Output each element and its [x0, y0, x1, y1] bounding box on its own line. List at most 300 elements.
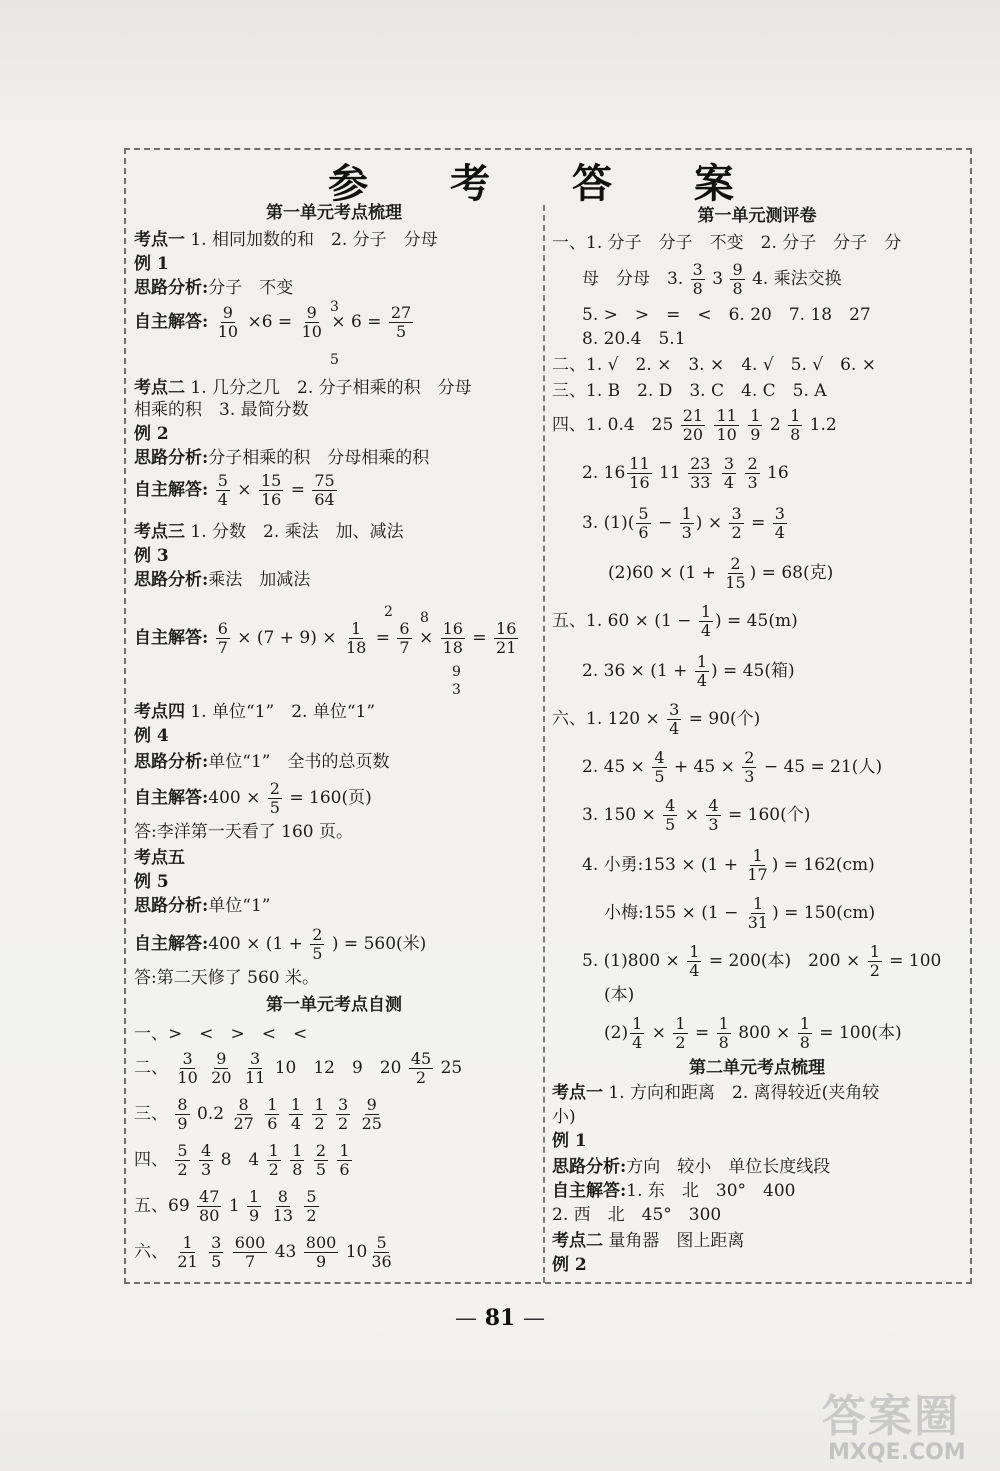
fraction-denominator: 20 — [682, 425, 704, 444]
math-text: 五、1. 60 × (1 − — [552, 611, 692, 631]
quiz-line — [134, 1050, 462, 1087]
fraction-denominator: 9 — [177, 1114, 188, 1133]
key-point-label: 考点三 — [134, 522, 185, 542]
example-answer — [552, 1179, 795, 1203]
test-line — [582, 261, 842, 298]
section-title: 第一单元测评卷 — [697, 206, 817, 226]
fraction — [360, 1096, 384, 1133]
fraction — [699, 603, 713, 640]
fraction — [310, 926, 324, 963]
math-text: × 6 = — [331, 312, 382, 332]
analysis-text: 分子 不变 — [208, 278, 294, 298]
fraction-numerator: 16 — [496, 619, 517, 638]
key-point-text: 1. 几分之几 2. 分子相乘的积 分母 — [190, 378, 472, 398]
fraction — [691, 261, 705, 298]
analysis-label: 思路分析: — [134, 752, 209, 772]
key-point-label: 考点四 — [134, 702, 185, 722]
fraction-numerator: 1 — [675, 1014, 686, 1033]
math-text: = — [375, 628, 390, 648]
fraction-numerator: 3 — [182, 1049, 193, 1068]
fraction-numerator: 1 — [267, 1095, 278, 1114]
fraction-numerator: 1 — [268, 1141, 279, 1160]
fraction-denominator: 7 — [217, 638, 228, 657]
fraction — [687, 943, 701, 980]
math-text: = 160(个) — [727, 805, 811, 825]
fraction-numerator: 3 — [338, 1095, 349, 1114]
example-answer — [134, 472, 339, 509]
fraction-denominator: 2 — [869, 961, 880, 980]
fraction-numerator: 9 — [222, 303, 233, 322]
fraction-denominator: 20 — [211, 1068, 232, 1087]
math-text: + 45 × — [673, 757, 735, 777]
fraction-numerator: 9 — [732, 260, 743, 279]
test-line: 三、1. B 2. D 3. C 4. C 5. A — [552, 381, 827, 401]
example-analysis — [134, 568, 310, 592]
quiz-label: 六、 — [134, 1242, 168, 1262]
fraction-numerator: 1 — [249, 1187, 260, 1206]
fraction-numerator: 3 — [211, 1233, 222, 1252]
fraction-denominator: 4 — [700, 621, 711, 640]
fraction — [868, 943, 882, 980]
fraction-numerator: 6 — [217, 619, 228, 638]
math-text: = 160(页) — [289, 788, 372, 808]
math-text: 5. (1)800 × — [582, 951, 680, 971]
section-title: 第一单元考点梳理 — [266, 203, 402, 223]
page-number-dash: — — [455, 1306, 478, 1331]
test-line: 二、1. √ 2. × 3. × 4. √ 5. √ 6. × — [552, 355, 876, 375]
fraction-denominator: 4 — [669, 719, 680, 738]
math-text: (2) — [604, 1023, 629, 1043]
math-text: ) = 45(m) — [715, 611, 798, 631]
math-text: ) = 68(克) — [749, 563, 834, 583]
fraction-numerator: 1 — [632, 1014, 643, 1033]
key-point-text-cont: 小) — [552, 1107, 576, 1127]
fraction — [312, 1096, 326, 1133]
math-text: 3. 150 × — [582, 805, 656, 825]
test-line: 5. > > = < 6. 20 7. 18 27 — [582, 305, 871, 325]
fraction-denominator: 9 — [315, 1252, 327, 1271]
cancel-mark: 9 — [452, 664, 461, 680]
fraction — [627, 455, 651, 492]
fraction-numerator: 5 — [306, 1187, 317, 1206]
fraction-denominator: 10 — [217, 322, 239, 341]
example-answer — [134, 304, 415, 341]
fraction-numerator: 21 — [682, 406, 704, 425]
fraction-denominator: 4 — [696, 671, 707, 690]
fraction-denominator: 9 — [249, 1206, 260, 1225]
math-text: 10 12 9 20 — [274, 1058, 402, 1078]
example-analysis — [552, 1155, 830, 1179]
analysis-text: 单位“1” — [208, 896, 271, 916]
fraction — [397, 620, 411, 657]
fraction — [290, 1142, 304, 1179]
page-title: 参 考 答 案 — [328, 160, 768, 207]
column-divider — [543, 205, 545, 1283]
example-answer — [134, 620, 520, 657]
example-answer — [134, 926, 426, 963]
fraction — [389, 304, 413, 341]
example-reply: 答:第二天修了 560 米。 — [134, 968, 319, 988]
fraction — [314, 1142, 328, 1179]
fraction-denominator: 36 — [371, 1252, 392, 1271]
analysis-label: 思路分析: — [134, 448, 209, 468]
fraction — [673, 1015, 687, 1052]
fraction-numerator: 3 — [250, 1049, 261, 1068]
math-text: = 200(本) 200 × — [708, 951, 861, 971]
fraction — [336, 1096, 350, 1133]
fraction-denominator: 21 — [496, 638, 517, 657]
example-answer — [134, 780, 372, 817]
fraction-denominator: 5 — [312, 944, 323, 963]
fraction-numerator: 5 — [177, 1141, 188, 1160]
example-label: 例 4 — [134, 726, 169, 746]
fraction — [216, 472, 230, 509]
math-text: 0.2 — [197, 1104, 225, 1124]
math-text: 2 — [769, 415, 781, 435]
math-text: 3. (1)( — [582, 513, 635, 533]
fraction — [369, 1234, 393, 1271]
watermark — [822, 1380, 992, 1470]
fraction-denominator: 4 — [774, 523, 785, 542]
fraction-numerator: 1 — [752, 894, 763, 913]
fraction-numerator: 27 — [390, 303, 412, 322]
math-text: = 90(个) — [688, 709, 761, 729]
fraction — [730, 261, 744, 298]
watermark-logo: 答案圈 — [822, 1391, 960, 1442]
fraction-numerator: 3 — [669, 700, 680, 719]
fraction — [717, 1015, 731, 1052]
answer-label: 自主解答: — [134, 934, 209, 954]
left-column — [134, 200, 534, 1271]
math-text: 11 — [659, 463, 681, 483]
fraction — [745, 847, 769, 884]
fraction-numerator: 1 — [869, 942, 880, 961]
key-point-2 — [552, 1229, 744, 1253]
fraction — [209, 1234, 223, 1271]
quiz-line — [134, 1234, 396, 1271]
example-analysis — [134, 276, 293, 300]
math-text: 1.2 — [809, 415, 837, 435]
fraction-denominator: 6 — [267, 1114, 278, 1133]
fraction-denominator: 10 — [716, 425, 737, 444]
fraction-denominator: 8 — [692, 279, 703, 298]
fraction-numerator: 3 — [723, 454, 735, 473]
key-point-1 — [134, 228, 438, 252]
math-text: = 100 — [889, 951, 942, 971]
fraction-denominator: 4 — [290, 1114, 301, 1133]
section-title: 第二单元考点梳理 — [689, 1058, 825, 1078]
fraction — [652, 749, 666, 786]
math-text: = — [472, 628, 487, 648]
fraction — [271, 1188, 295, 1225]
math-text: 四、1. 0.4 25 — [552, 415, 674, 435]
fraction-numerator: 1 — [790, 406, 801, 425]
math-text: 43 — [274, 1242, 297, 1262]
example-label: 例 3 — [134, 546, 169, 566]
test-line — [582, 455, 789, 492]
fraction-numerator: 23 — [690, 454, 711, 473]
fraction — [742, 749, 756, 786]
section-title: 第一单元考点自测 — [266, 995, 402, 1015]
test-line — [582, 749, 882, 786]
math-text: (2)60 × (1 + — [608, 563, 716, 583]
key-point-text: 1. 分数 2. 乘法 加、减法 — [190, 522, 404, 542]
fraction-denominator: 8 — [790, 425, 801, 444]
key-point-label: 考点二 — [552, 1231, 603, 1251]
fraction — [175, 1142, 189, 1179]
key-point-1 — [552, 1081, 879, 1105]
fraction-numerator: 4 — [708, 796, 719, 815]
fraction-numerator: 47 — [199, 1187, 220, 1206]
example-reply: 答:李洋第一天看了 160 页。 — [134, 822, 353, 842]
math-text: 400 × (1 + — [208, 934, 303, 954]
math-text: 69 — [168, 1196, 190, 1216]
answer-label: 自主解答: — [134, 628, 209, 648]
fraction-numerator: 15 — [260, 471, 282, 490]
fraction-numerator: 1 — [681, 504, 692, 523]
fraction-denominator: 27 — [233, 1114, 254, 1133]
fraction-numerator: 2 — [730, 554, 741, 573]
math-text: = — [290, 480, 305, 500]
quiz-label: 五、 — [134, 1196, 168, 1216]
fraction-denominator: 4 — [632, 1033, 643, 1052]
fraction-denominator: 2 — [306, 1206, 317, 1225]
fraction-numerator: 1 — [799, 1014, 810, 1033]
fraction-numerator: 1 — [314, 1095, 325, 1114]
key-point-text: 量角器 图上距离 — [608, 1231, 745, 1251]
test-line — [604, 1015, 902, 1052]
fraction — [667, 701, 681, 738]
example-label: 例 5 — [134, 872, 169, 892]
key-point-text: 1. 方向和距离 2. 离得较近(夹角较 — [608, 1083, 880, 1103]
quiz-line — [134, 1142, 354, 1179]
test-line — [552, 701, 760, 738]
quiz-line: 一、> < > < < — [134, 1024, 308, 1044]
fraction-denominator: 2 — [268, 1160, 279, 1179]
fraction-numerator: 1 — [182, 1233, 193, 1252]
fraction — [268, 780, 282, 817]
fraction-denominator: 9 — [750, 425, 761, 444]
fraction-numerator: 3 — [731, 504, 742, 523]
analysis-label: 思路分析: — [552, 1157, 627, 1177]
fraction-denominator: 13 — [272, 1206, 293, 1225]
analysis-text: 单位“1” 全书的总页数 — [208, 752, 390, 772]
fraction-numerator: 2 — [269, 779, 280, 798]
fraction-denominator: 3 — [708, 815, 719, 834]
fraction — [175, 1234, 199, 1271]
math-text: − — [657, 513, 673, 533]
fraction-numerator: 1 — [700, 602, 711, 621]
page-number-dash: — — [522, 1306, 545, 1331]
fraction-numerator: 11 — [629, 454, 650, 473]
math-text: × — [684, 805, 699, 825]
fraction-numerator: 1 — [696, 652, 707, 671]
key-point-5: 考点五 — [134, 848, 185, 868]
fraction-denominator: 2 — [314, 1114, 325, 1133]
cancel-mark: 3 — [330, 299, 339, 315]
fraction-numerator: 16 — [442, 619, 463, 638]
fraction-numerator: 8 — [277, 1187, 288, 1206]
fraction-denominator: 4 — [689, 961, 700, 980]
fraction — [746, 895, 770, 932]
fraction-denominator: 25 — [361, 1114, 382, 1133]
quiz-label: 四、 — [134, 1150, 168, 1170]
math-text: 小梅:155 × (1 − — [604, 903, 739, 923]
fraction-denominator: 21 — [177, 1252, 198, 1271]
math-text: ) = 560(米) — [331, 934, 427, 954]
fraction-denominator: 18 — [345, 638, 367, 657]
fraction-numerator: 75 — [314, 471, 335, 490]
example-analysis — [134, 750, 389, 774]
fraction-denominator: 5 — [395, 322, 407, 341]
example-analysis — [134, 894, 270, 918]
key-point-label: 考点二 — [134, 378, 185, 398]
fraction — [681, 407, 705, 444]
math-text: 2. 45 × — [582, 757, 645, 777]
fraction — [231, 1096, 255, 1133]
fraction-numerator: 1 — [351, 619, 362, 638]
math-text: = — [694, 1023, 710, 1043]
fraction — [337, 1142, 351, 1179]
key-point-text: 1. 相同加数的和 2. 分子 分母 — [190, 230, 438, 250]
key-point-4 — [134, 700, 375, 724]
analysis-label: 思路分析: — [134, 896, 209, 916]
fraction-denominator: 18 — [442, 638, 463, 657]
analysis-text: 乘法 加减法 — [208, 570, 311, 590]
fraction-denominator: 2 — [177, 1160, 188, 1179]
fraction — [197, 1188, 221, 1225]
fraction-numerator: 1 — [750, 406, 761, 425]
fraction — [680, 505, 694, 542]
fraction — [723, 555, 747, 592]
fraction-denominator: 3 — [744, 767, 755, 786]
math-text: 400 × — [208, 788, 261, 808]
fraction — [175, 1050, 199, 1087]
fraction — [259, 472, 283, 509]
watermark-url: MXQE.COM — [828, 1440, 966, 1465]
fraction-denominator: 8 — [732, 279, 743, 298]
math-text: × — [237, 480, 252, 500]
fraction-numerator: 1 — [290, 1095, 301, 1114]
key-point-label: 考点一 — [552, 1083, 603, 1103]
fraction — [722, 455, 736, 492]
fraction-denominator: 7 — [399, 638, 410, 657]
fraction — [344, 620, 368, 657]
fraction-numerator: 5 — [638, 504, 649, 523]
fraction-denominator: 10 — [301, 322, 322, 341]
math-text: 25 — [440, 1058, 463, 1078]
fraction-denominator: 31 — [747, 913, 769, 932]
fraction-denominator: 33 — [690, 473, 711, 492]
fraction-denominator: 10 — [177, 1068, 198, 1087]
fraction — [289, 1096, 303, 1133]
fraction — [788, 407, 802, 444]
test-line: 一、1. 分子 分子 不变 2. 分子 分子 分 — [552, 233, 902, 253]
fraction-denominator: 5 — [315, 1160, 327, 1179]
fraction — [216, 620, 230, 657]
fraction — [216, 304, 240, 341]
cancel-mark: 2 — [384, 604, 393, 620]
fraction-numerator: 2 — [315, 1141, 327, 1160]
fraction-numerator: 4 — [654, 748, 665, 767]
fraction-numerator: 600 — [234, 1233, 266, 1252]
math-text: ) = 150(cm) — [772, 903, 876, 923]
fraction-numerator: 1 — [339, 1141, 350, 1160]
analysis-label: 思路分析: — [134, 570, 209, 590]
fraction-numerator: 6 — [399, 619, 410, 638]
fraction — [441, 620, 465, 657]
math-text: 六、1. 120 × — [552, 709, 660, 729]
test-line — [582, 943, 941, 980]
analysis-label: 思路分析: — [134, 278, 209, 298]
fraction — [247, 1188, 261, 1225]
fraction — [706, 797, 720, 834]
fraction — [243, 1050, 267, 1087]
fraction-numerator: 45 — [410, 1049, 432, 1068]
fraction-denominator: 16 — [260, 490, 282, 509]
fraction-denominator: 6 — [638, 523, 649, 542]
example-label: 例 1 — [134, 254, 169, 274]
math-text: × — [418, 628, 434, 648]
fraction-denominator: 8 — [718, 1033, 729, 1052]
cancel-mark: 8 — [420, 610, 429, 626]
fraction-denominator: 64 — [314, 490, 335, 509]
fraction-denominator: 5 — [211, 1252, 222, 1271]
test-line — [582, 847, 875, 884]
fraction-denominator: 17 — [747, 865, 768, 884]
fraction-numerator: 4 — [201, 1141, 212, 1160]
page-number — [0, 1305, 1000, 1331]
fraction-denominator: 5 — [269, 798, 280, 817]
test-line — [582, 797, 810, 834]
answer-label: 自主解答: — [134, 788, 209, 808]
fraction — [233, 1234, 268, 1271]
answer-label: 自主解答: — [134, 480, 209, 500]
fraction-numerator: 11 — [716, 406, 737, 425]
fraction — [748, 407, 762, 444]
example-label: 例 2 — [552, 1255, 587, 1275]
answer-label: 自主解答: — [552, 1181, 627, 1201]
test-line — [552, 603, 798, 640]
fraction — [312, 472, 336, 509]
fraction — [773, 505, 787, 542]
test-line: 8. 20.4 5.1 — [582, 329, 686, 349]
example-analysis — [134, 446, 429, 470]
fraction — [663, 797, 677, 834]
math-text: ×6 = — [247, 312, 293, 332]
answer-text: 1. 东 北 30° 400 — [626, 1181, 796, 1201]
fraction — [729, 505, 743, 542]
key-point-label: 考点一 — [134, 230, 185, 250]
fraction-numerator: 5 — [217, 471, 228, 490]
math-text: = — [751, 513, 766, 533]
key-point-text-cont: 相乘的积 3. 最简分数 — [134, 400, 309, 420]
math-text: 10 — [345, 1242, 368, 1262]
right-column — [552, 203, 962, 1275]
fraction-denominator: 5 — [665, 815, 676, 834]
example-answer-cont: 2. 西 北 45° 300 — [552, 1205, 722, 1225]
fraction-numerator: 8 — [238, 1095, 249, 1114]
fraction-numerator: 1 — [752, 846, 763, 865]
fraction — [409, 1050, 433, 1087]
fraction — [267, 1142, 281, 1179]
fraction — [209, 1050, 233, 1087]
fraction — [304, 1188, 318, 1225]
fraction-denominator: 6 — [339, 1160, 350, 1179]
answer-label: 自主解答: — [134, 312, 209, 332]
fraction-denominator: 16 — [629, 473, 650, 492]
fraction — [695, 653, 709, 690]
